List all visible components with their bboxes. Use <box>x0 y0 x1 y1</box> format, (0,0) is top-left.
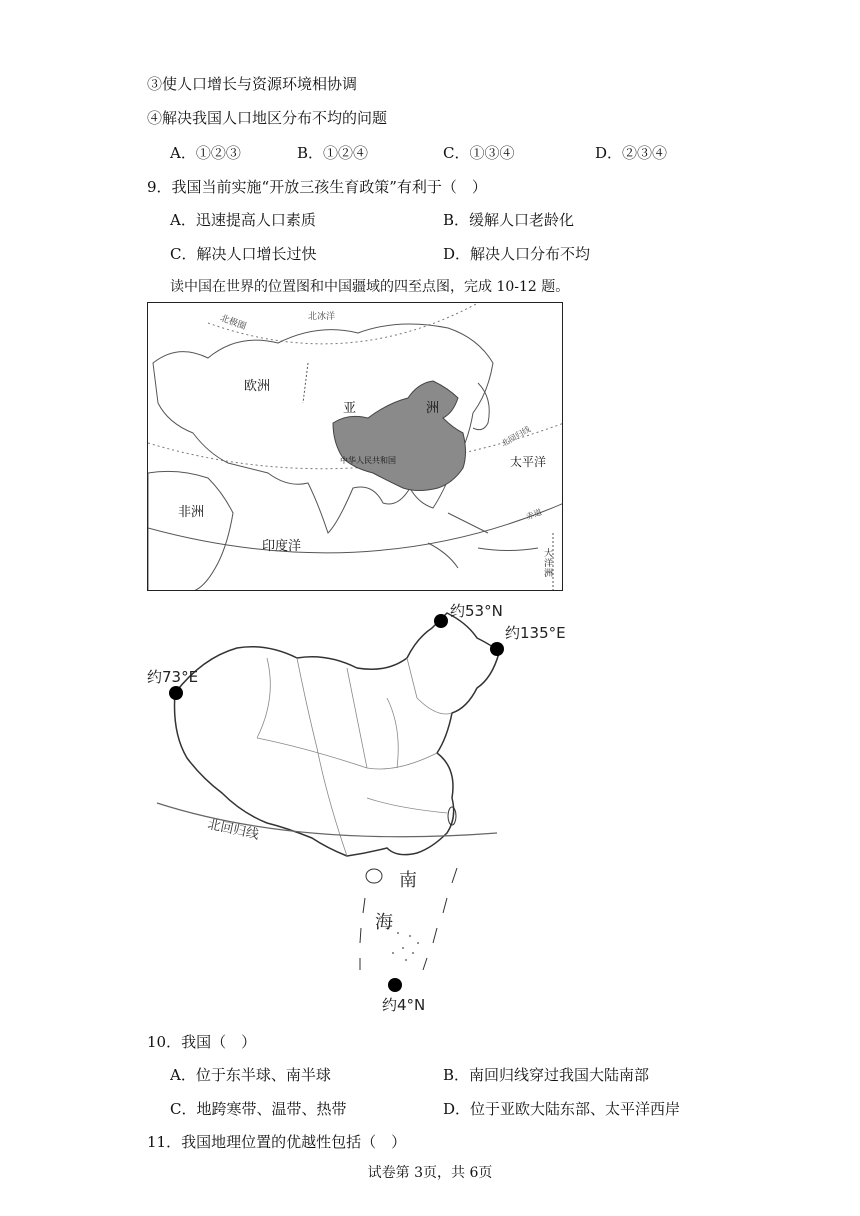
west-point-dot <box>169 686 183 700</box>
page-footer: 试卷第 3页，共 6页 <box>367 1165 493 1181</box>
label-equator: 赤道 <box>524 507 544 522</box>
q10-option-b[interactable]: B．南回归线穿过我国大陆南部 <box>443 1066 650 1084</box>
label-asia-1: 亚 <box>343 401 357 416</box>
question-10: 10．我国（ ） <box>147 1033 257 1051</box>
hainan-island <box>366 869 382 883</box>
south-point-dot <box>388 978 402 992</box>
question-9: 9．我国当前实施“开放三孩生育政策”有利于（ ） <box>147 178 487 196</box>
world-location-map <box>147 302 563 591</box>
label-pacific: 太平洋 <box>510 455 547 469</box>
label-sea-1: 南 <box>399 870 417 891</box>
q10-option-d[interactable]: D．位于亚欧大陆东部、太平洋西岸 <box>443 1100 681 1118</box>
sea-frame-left <box>360 898 365 970</box>
sea-frame-right <box>423 868 457 970</box>
label-tropic-cancer: 北回归线 <box>499 424 533 449</box>
statement-4: ④解决我国人口地区分布不均的问题 <box>147 109 388 127</box>
q10-option-a[interactable]: A．位于东半球、南半球 <box>170 1066 331 1084</box>
map-intro: 读中国在世界的位置图和中国疆域的四至点图，完成 10-12 题。 <box>170 279 570 295</box>
label-europe: 欧洲 <box>244 379 271 394</box>
europe-asia-boundary <box>303 363 308 403</box>
q10-option-c[interactable]: C．地跨寒带、温带、热带 <box>170 1100 347 1118</box>
question-11: 11．我国地理位置的优越性包括（ ） <box>147 1133 407 1151</box>
label-north-point: 约53°N <box>450 602 503 620</box>
label-africa: 非洲 <box>178 505 205 520</box>
label-west-point: 约73°E <box>147 668 199 686</box>
equator-line <box>148 503 563 553</box>
world-map-svg <box>148 303 563 591</box>
label-arctic-ocean: 北冰洋 <box>308 312 336 322</box>
china-extreme-points-map <box>147 598 567 1018</box>
label-tropic: 北回归线 <box>206 817 261 843</box>
east-point-dot <box>490 642 504 656</box>
q8-option-a[interactable]: A．①②③ <box>170 144 241 162</box>
arctic-circle-line <box>208 303 478 344</box>
q8-option-c[interactable]: C．①③④ <box>443 144 515 162</box>
q8-option-d[interactable]: D．②③④ <box>595 144 668 162</box>
q9-option-c[interactable]: C．解决人口增长过快 <box>170 245 317 263</box>
q8-option-b[interactable]: B．①②④ <box>297 144 369 162</box>
north-point-dot <box>434 614 448 628</box>
label-south-point: 约4°N <box>382 996 426 1014</box>
label-asia-2: 洲 <box>426 401 440 416</box>
q9-option-d[interactable]: D．解决人口分布不均 <box>443 245 591 263</box>
q9-option-a[interactable]: A．迅速提高人口素质 <box>170 211 316 229</box>
label-arctic-circle: 北极圈 <box>218 313 248 333</box>
label-sea-2: 海 <box>375 912 393 933</box>
q9-option-b[interactable]: B．缓解人口老龄化 <box>443 211 575 229</box>
label-china: 中华人民共和国 <box>340 456 396 465</box>
statement-3: ③使人口增长与资源环境相协调 <box>147 75 358 93</box>
province-lines <box>257 658 452 856</box>
label-east-point: 约135°E <box>505 624 566 642</box>
label-oceania: 大洋洲 <box>544 549 554 579</box>
japan-outline <box>473 383 489 430</box>
label-indian-ocean: 印度洋 <box>262 539 302 554</box>
